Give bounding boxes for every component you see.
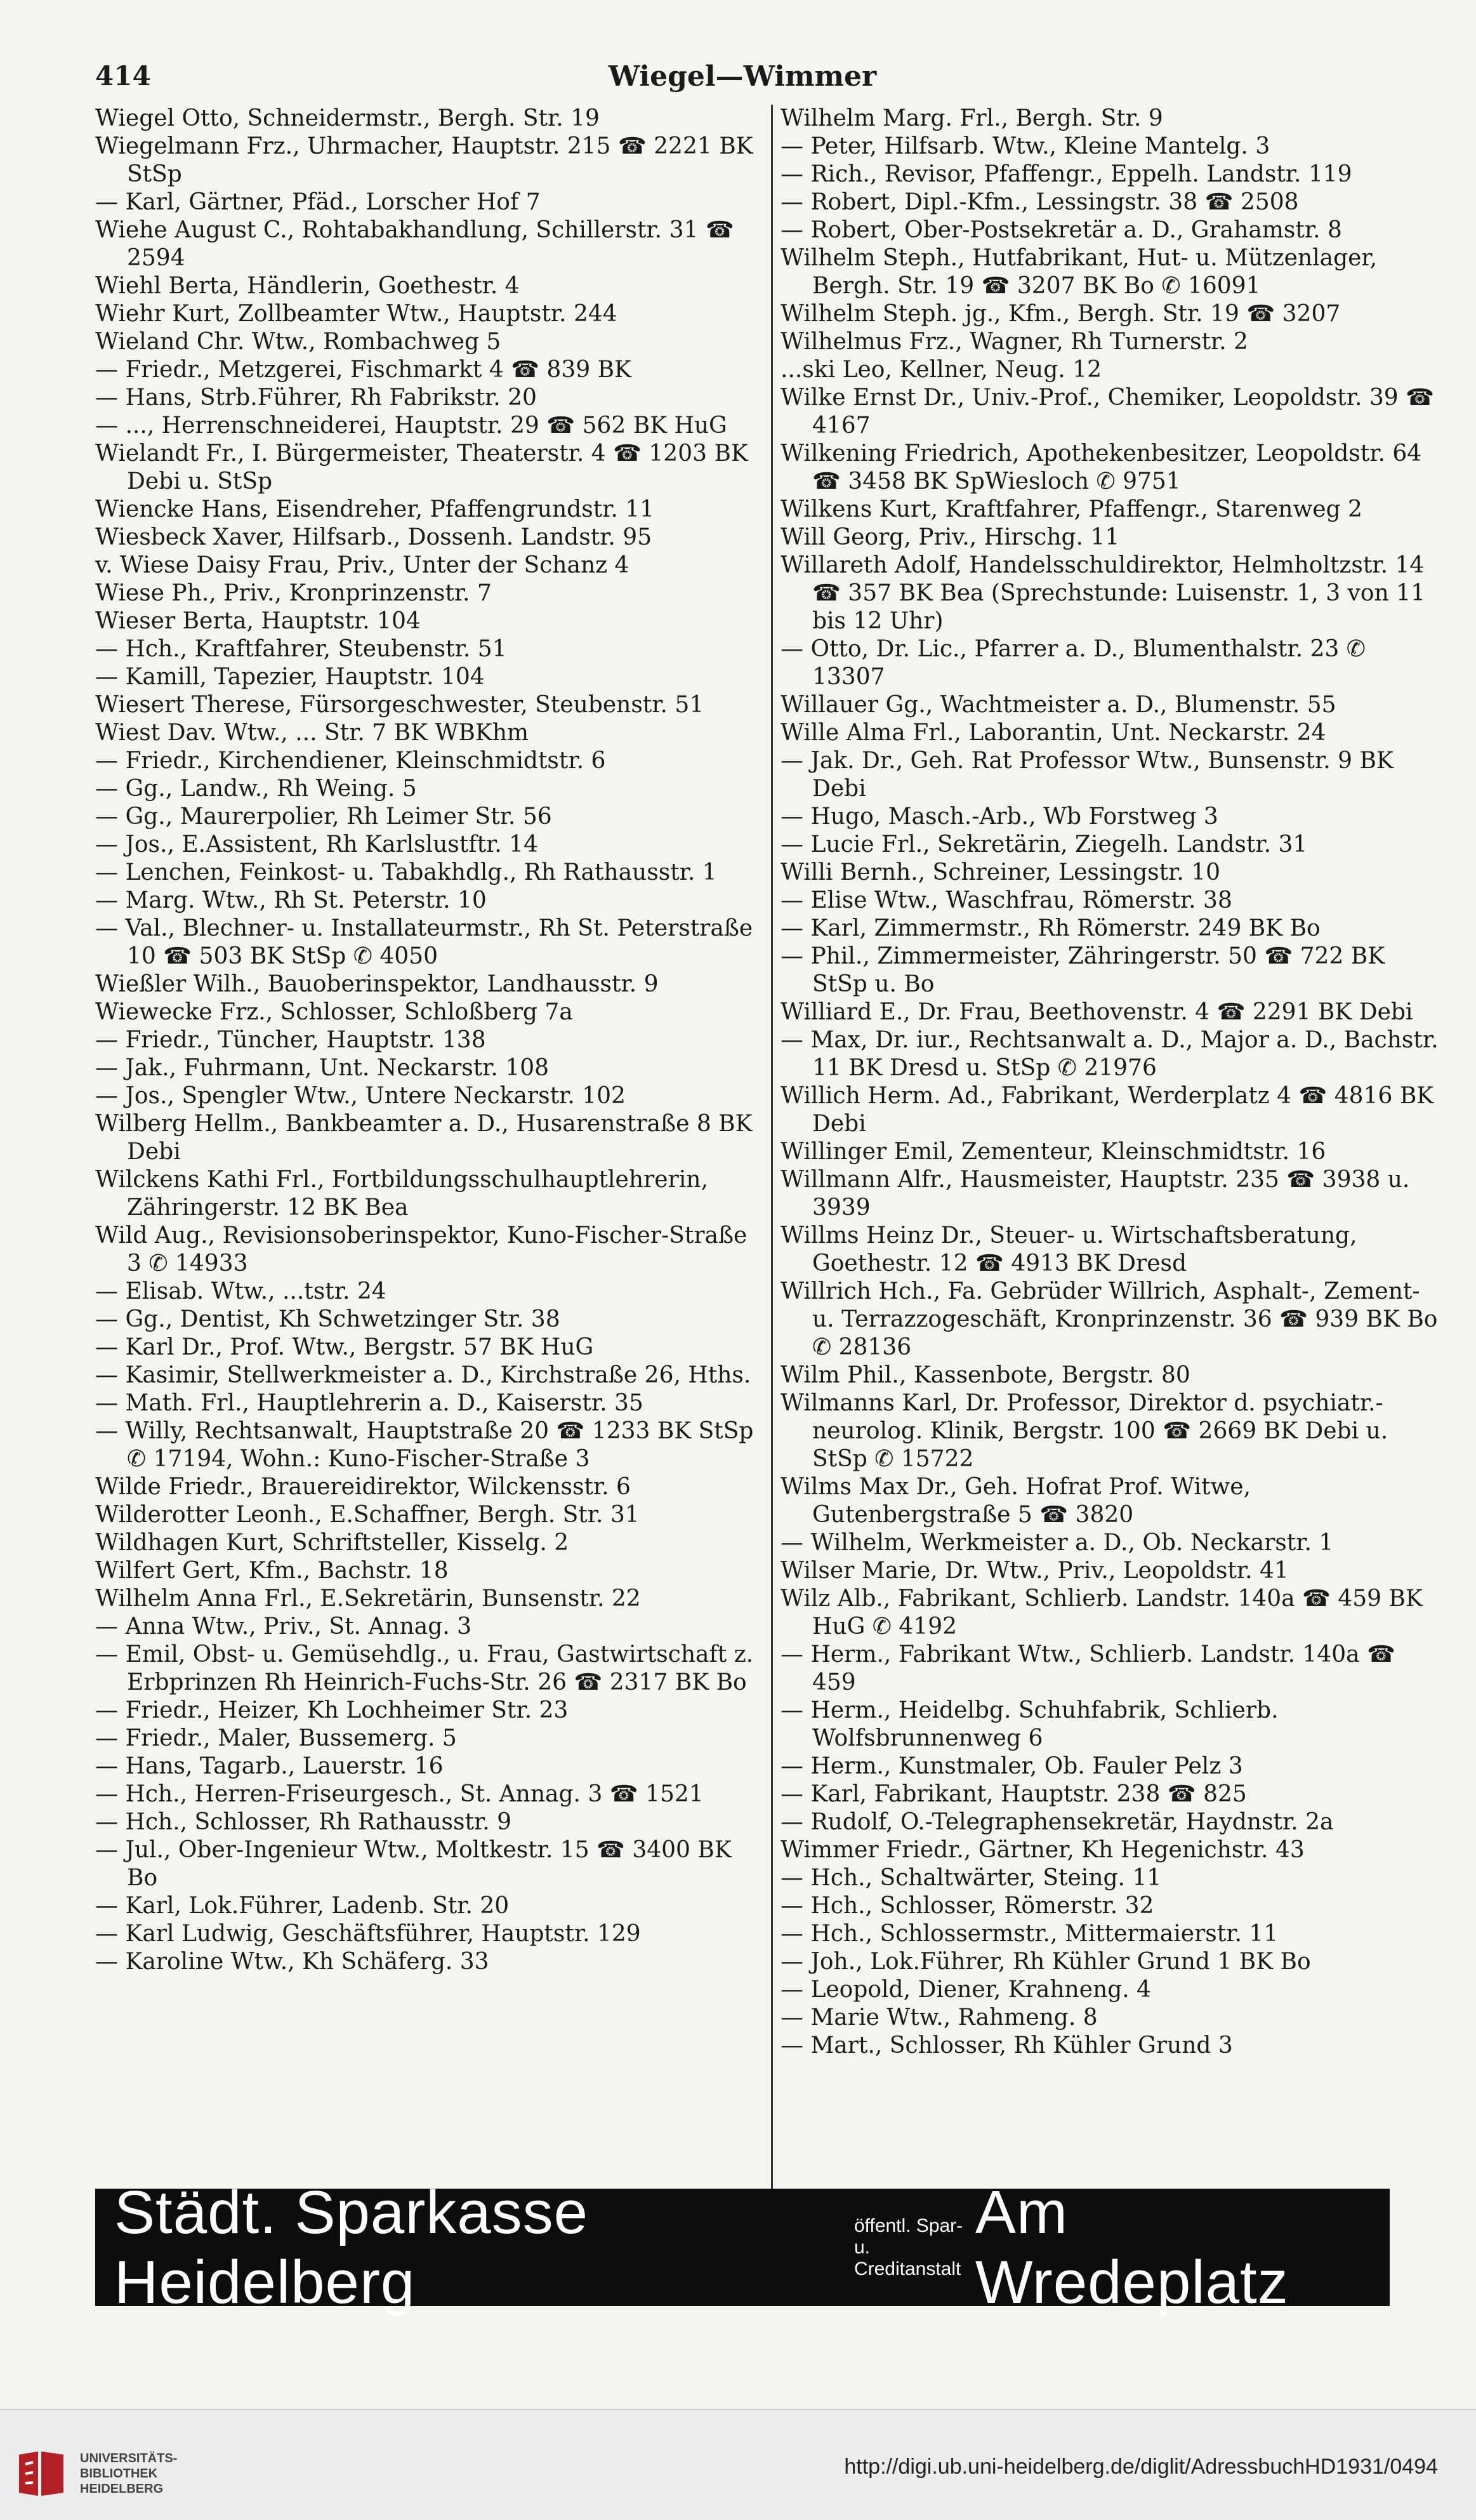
directory-entry: — Val., Blechner- u. Installateurmstr., Rh St. Peterstraße 10 ☎ 503 BK StSp ✆ 4050: [95, 915, 753, 969]
banner-right-text: Am Wredeplatz: [975, 2178, 1289, 2316]
directory-entry: — Gg., Landw., Rh Weing. 5: [95, 776, 417, 802]
page-header: [95, 60, 1390, 105]
directory-entry: — Karl, Lok.Führer, Ladenb. Str. 20: [95, 1893, 510, 1919]
directory-entry: — Hch., Herren-Friseurgesch., St. Annag. 3 ☎ 1521: [95, 1781, 704, 1807]
directory-entry: Wild Aug., Revisionsoberinspektor, Kuno-Fischer-Straße 3 ✆ 14933: [95, 1223, 748, 1277]
library-name: [80, 2451, 177, 2497]
directory-entry: — Herm., Kunstmaler, Ob. Fauler Pelz 3: [781, 1753, 1243, 1779]
directory-entry: — Gg., Maurerpolier, Rh Leimer Str. 56: [95, 804, 552, 830]
directory-entry: Wiewecke Frz., Schlosser, Schloßberg 7a: [95, 999, 573, 1025]
directory-entry: Wilke Ernst Dr., Univ.-Prof., Chemiker, Leopoldstr. 39 ☎ 4167: [781, 385, 1434, 439]
directory-entry: — Rich., Revisor, Pfaffengr., Eppelh. Landstr. 119: [781, 161, 1352, 187]
directory-entry: — Jul., Ober-Ingenieur Wtw., Moltkestr. 15 ☎ 3400 BK Bo: [95, 1837, 732, 1891]
directory-entry: Wielandt Fr., I. Bürgermeister, Theaterstr. 4 ☎ 1203 BK Debi u. StSp: [95, 441, 748, 494]
directory-entry: — Karl, Zimmermstr., Rh Römerstr. 249 BK Bo: [781, 915, 1321, 941]
directory-entry: Willi Bernh., Schreiner, Lessingstr. 10: [781, 859, 1220, 885]
banner-small-line-2: Creditanstalt: [853, 2258, 961, 2279]
directory-entry: — Jos., Spengler Wtw., Untere Neckarstr. 102: [95, 1083, 626, 1109]
directory-entry: Wilde Friedr., Brauereidirektor, Wilckensstr. 6: [95, 1474, 631, 1500]
directory-entry: — Hugo, Masch.-Arb., Wb Forstweg 3: [781, 804, 1218, 830]
directory-entry: — Herm., Heidelbg. Schuhfabrik, Schlierb. Wolfsbrunnenweg 6: [781, 1697, 1279, 1751]
directory-entry: — Jak. Dr., Geh. Rat Professor Wtw., Bunsenstr. 9 BK Debi: [781, 748, 1394, 802]
page-number: 414: [95, 60, 151, 91]
directory-entry: Wilhelm Anna Frl., E.Sekretärin, Bunsenstr. 22: [95, 1586, 641, 1612]
directory-entry: Wieland Chr. Wtw., Rombachweg 5: [95, 329, 501, 355]
directory-entry: Wiesert Therese, Fürsorgeschwester, Steubenstr. 51: [95, 692, 704, 718]
right-column: [781, 105, 1440, 2060]
directory-entry: Wilkening Friedrich, Apothekenbesitzer, Leopoldstr. 64 ☎ 3458 BK SpWiesloch ✆ 9751: [781, 441, 1422, 494]
directory-entry: Willinger Emil, Zementeur, Kleinschmidtstr. 16: [781, 1139, 1326, 1165]
column-divider: [771, 105, 773, 2228]
directory-entry: — Lenchen, Feinkost- u. Tabakhdlg., Rh Rathausstr. 1: [95, 859, 717, 885]
directory-entry: — Leopold, Diener, Krahneng. 4: [781, 1977, 1152, 2003]
directory-entry: Wilser Marie, Dr. Wtw., Priv., Leopoldstr. 41: [781, 1558, 1289, 1584]
source-url-link[interactable]: http://digi.ub.uni-heidelberg.de/diglit/AdressbuchHD1931/0494: [844, 2455, 1438, 2479]
banner-small-text: [854, 2215, 975, 2280]
directory-entry: — Jak., Fuhrmann, Unt. Neckarstr. 108: [95, 1055, 550, 1081]
entry-columns: [95, 105, 1439, 2228]
directory-entry: Wiehe August C., Rohtabakhandlung, Schillerstr. 31 ☎ 2594: [95, 217, 734, 271]
directory-entry: — Hans, Tagarb., Lauerstr. 16: [95, 1753, 444, 1779]
directory-entry: — Friedr., Kirchendiener, Kleinschmidtstr. 6: [95, 748, 606, 774]
directory-entry: — Mart., Schlosser, Rh Kühler Grund 3: [781, 2033, 1233, 2059]
directory-entry: — Robert, Ober-Postsekretär a. D., Grahamstr. 8: [781, 217, 1342, 243]
directory-entry: — Hch., Schaltwärter, Steing. 11: [781, 1865, 1162, 1891]
directory-entry: Willareth Adolf, Handelsschuldirektor, Helmholtzstr. 14 ☎ 357 BK Bea (Sprechstunde: Luisenstr. 1, 3 von 11 bis 12 Uhr): [781, 552, 1425, 634]
directory-entry: — Kasimir, Stellwerkmeister a. D., Kirchstraße 26, Hths.: [95, 1362, 751, 1388]
directory-entry: — Karl Ludwig, Geschäftsführer, Hauptstr. 129: [95, 1921, 641, 1947]
directory-entry: Wiesbeck Xaver, Hilfsarb., Dossenh. Landstr. 95: [95, 524, 652, 550]
directory-entry: Wilderotter Leonh., E.Schaffner, Bergh. Str. 31: [95, 1502, 640, 1528]
directory-entry: — Rudolf, O.-Telegraphensekretär, Haydnstr. 2a: [781, 1809, 1334, 1835]
directory-entry: — Friedr., Heizer, Kh Lochheimer Str. 23: [95, 1697, 569, 1723]
directory-entry: Willmann Alfr., Hausmeister, Hauptstr. 235 ☎ 3938 u. 3939: [781, 1167, 1410, 1221]
directory-entry: — Friedr., Metzgerei, Fischmarkt 4 ☎ 839 BK: [95, 357, 631, 383]
directory-entry: — Lucie Frl., Sekretärin, Ziegelh. Landstr. 31: [781, 832, 1308, 858]
directory-entry: Wilkens Kurt, Kraftfahrer, Pfaffengr., Starenweg 2: [781, 496, 1362, 522]
directory-entry: — Hch., Kraftfahrer, Steubenstr. 51: [95, 636, 507, 662]
directory-entry: — Otto, Dr. Lic., Pfarrer a. D., Blumenthalstr. 23 ✆ 13307: [781, 636, 1366, 690]
directory-entry: Wilhelmus Frz., Wagner, Rh Turnerstr. 2: [781, 329, 1248, 355]
directory-entry: v. Wiese Daisy Frau, Priv., Unter der Schanz 4: [95, 552, 629, 578]
directory-entry: — Math. Frl., Hauptlehrerin a. D., Kaiserstr. 35: [95, 1390, 643, 1416]
directory-entry: Williard E., Dr. Frau, Beethovenstr. 4 ☎ 2291 BK Debi: [781, 999, 1413, 1025]
directory-entry: — Herm., Fabrikant Wtw., Schlierb. Landstr. 140a ☎ 459: [781, 1641, 1395, 1695]
directory-entry: — Kamill, Tapezier, Hauptstr. 104: [95, 664, 485, 690]
library-seal-icon: [13, 2448, 70, 2499]
directory-entry: — Karl, Gärtner, Pfäd., Lorscher Hof 7: [95, 189, 541, 215]
directory-entry: — Marie Wtw., Rahmeng. 8: [781, 2005, 1098, 2031]
directory-entry: — Karoline Wtw., Kh Schäferg. 33: [95, 1949, 489, 1975]
logo-line-2: BIBLIOTHEK: [80, 2467, 158, 2481]
directory-entry: Willauer Gg., Wachtmeister a. D., Blumenstr. 55: [781, 692, 1336, 718]
logo-line-3: HEIDELBERG: [80, 2482, 164, 2496]
directory-entry: Wiese Ph., Priv., Kronprinzenstr. 7: [95, 580, 492, 606]
directory-entry: Wilz Alb., Fabrikant, Schlierb. Landstr. 140a ☎ 459 BK HuG ✆ 4192: [781, 1586, 1423, 1640]
directory-entry: Wießler Wilh., Bauoberinspektor, Landhausstr. 9: [95, 971, 659, 997]
directory-entry: — Joh., Lok.Führer, Rh Kühler Grund 1 BK Bo: [781, 1949, 1311, 1975]
directory-entry: Wilhelm Steph., Hutfabrikant, Hut- u. Mützenlager, Bergh. Str. 19 ☎ 3207 BK Bo ✆ 16091: [781, 245, 1378, 299]
left-column: [95, 105, 768, 1976]
directory-entry: — Jos., E.Assistent, Rh Karlslustftr. 14: [95, 832, 538, 858]
directory-entry: Willich Herm. Ad., Fabrikant, Werderplatz 4 ☎ 4816 BK Debi: [781, 1083, 1434, 1137]
directory-entry: — Hch., Schlosser, Römerstr. 32: [781, 1893, 1154, 1919]
directory-entry: Will Georg, Priv., Hirschg. 11: [781, 524, 1120, 550]
directory-entry: Wiegelmann Frz., Uhrmacher, Hauptstr. 215 ☎ 2221 BK StSp: [95, 133, 753, 187]
directory-entry: Wiegel Otto, Schneidermstr., Bergh. Str. 19: [95, 105, 600, 131]
directory-entry: — Robert, Dipl.-Kfm., Lessingstr. 38 ☎ 2508: [781, 189, 1299, 215]
directory-entry: — Elisab. Wtw., ...tstr. 24: [95, 1278, 386, 1304]
directory-entry: Wilberg Hellm., Bankbeamter a. D., Husarenstraße 8 BK Debi: [95, 1111, 753, 1165]
directory-entry: — Emil, Obst- u. Gemüsehdlg., u. Frau, Gastwirtschaft z. Erbprinzen Rh Heinrich-Fuchs-Str. 26 ☎ 2317 BK Bo: [95, 1641, 754, 1695]
directory-entry: Wiest Dav. Wtw., ... Str. 7 BK WBKhm: [95, 720, 529, 746]
directory-entry: Wille Alma Frl., Laborantin, Unt. Neckarstr. 24: [781, 720, 1326, 746]
directory-entry: Wieser Berta, Hauptstr. 104: [95, 608, 421, 634]
directory-entry: — Friedr., Tüncher, Hauptstr. 138: [95, 1027, 486, 1053]
directory-entry: ...ski Leo, Kellner, Neug. 12: [781, 357, 1102, 383]
directory-entry: Willrich Hch., Fa. Gebrüder Willrich, Asphalt-, Zement- u. Terrazzogeschäft, Kronprinzenstr. 36 ☎ 939 BK Bo ✆ 28136: [781, 1278, 1438, 1360]
directory-entry: — Elise Wtw., Waschfrau, Römerstr. 38: [781, 887, 1232, 913]
banner-main-text: Städt. Sparkasse Heidelberg: [114, 2178, 589, 2316]
directory-entry: Wilmanns Karl, Dr. Professor, Direktor d. psychiatr.-neurolog. Klinik, Bergstr. 100 ☎ 2669 BK Debi u. StSp ✆ 15722: [781, 1390, 1388, 1472]
logo-line-1: UNIVERSITÄTS-: [80, 2451, 178, 2465]
banner-small-line-1: öffentl. Spar- u.: [853, 2215, 963, 2258]
directory-entry: — Anna Wtw., Priv., St. Annag. 3: [95, 1614, 472, 1640]
directory-entry: Wiencke Hans, Eisendreher, Pfaffengrundstr. 11: [95, 496, 655, 522]
library-logo[interactable]: [13, 2448, 177, 2499]
directory-entry: — Hans, Strb.Führer, Rh Fabrikstr. 20: [95, 385, 537, 411]
directory-entry: — Max, Dr. iur., Rechtsanwalt a. D., Major a. D., Bachstr. 11 BK Dresd u. StSp ✆ 21976: [781, 1027, 1439, 1081]
directory-entry: — Hch., Schlossermstr., Mittermaierstr. 11: [781, 1921, 1279, 1947]
directory-entry: — Karl Dr., Prof. Wtw., Bergstr. 57 BK HuG: [95, 1334, 594, 1360]
directory-entry: — Karl, Fabrikant, Hauptstr. 238 ☎ 825: [781, 1781, 1247, 1807]
directory-entry: — Phil., Zimmermeister, Zähringerstr. 50 ☎ 722 BK StSp u. Bo: [781, 943, 1385, 997]
directory-entry: Wilfert Gert, Kfm., Bachstr. 18: [95, 1558, 449, 1584]
page-title: Wiegel—Wimmer: [608, 60, 877, 93]
directory-entry: Wildhagen Kurt, Schriftsteller, Kisselg. 2: [95, 1530, 569, 1556]
directory-entry: Wilckens Kathi Frl., Fortbildungsschulhauptlehrerin, Zähringerstr. 12 BK Bea: [95, 1167, 708, 1221]
directory-entry: Wiehl Berta, Händlerin, Goethestr. 4: [95, 273, 520, 299]
sparkasse-advertisement: [95, 2178, 1390, 2316]
directory-entry: Wimmer Friedr., Gärtner, Kh Hegenichstr. 43: [781, 1837, 1305, 1863]
viewer-footer: [0, 2409, 1476, 2520]
directory-entry: Willms Heinz Dr., Steuer- u. Wirtschaftsberatung, Goethestr. 12 ☎ 4913 BK Dresd: [781, 1223, 1357, 1277]
directory-entry: — Marg. Wtw., Rh St. Peterstr. 10: [95, 887, 487, 913]
directory-entry: Wilm Phil., Kassenbote, Bergstr. 80: [781, 1362, 1190, 1388]
directory-entry: Wilhelm Marg. Frl., Bergh. Str. 9: [781, 105, 1163, 131]
directory-entry: Wilms Max Dr., Geh. Hofrat Prof. Witwe, Gutenbergstraße 5 ☎ 3820: [781, 1474, 1251, 1528]
directory-entry: — Wilhelm, Werkmeister a. D., Ob. Neckarstr. 1: [781, 1530, 1334, 1556]
directory-entry: — Peter, Hilfsarb. Wtw., Kleine Mantelg. 3: [781, 133, 1270, 159]
directory-entry: — Hch., Schlosser, Rh Rathausstr. 9: [95, 1809, 511, 1835]
directory-entry: Wiehr Kurt, Zollbeamter Wtw., Hauptstr. 244: [95, 301, 617, 327]
directory-entry: — ..., Herrenschneiderei, Hauptstr. 29 ☎ 562 BK HuG: [95, 413, 727, 439]
directory-page: [95, 60, 1439, 2228]
directory-entry: — Willy, Rechtsanwalt, Hauptstraße 20 ☎ 1233 BK StSp ✆ 17194, Wohn.: Kuno-Fischer-Straße 3: [95, 1418, 754, 1472]
directory-entry: Wilhelm Steph. jg., Kfm., Bergh. Str. 19 ☎ 3207: [781, 301, 1341, 327]
directory-entry: — Gg., Dentist, Kh Schwetzinger Str. 38: [95, 1306, 560, 1332]
directory-entry: — Friedr., Maler, Bussemerg. 5: [95, 1725, 457, 1751]
